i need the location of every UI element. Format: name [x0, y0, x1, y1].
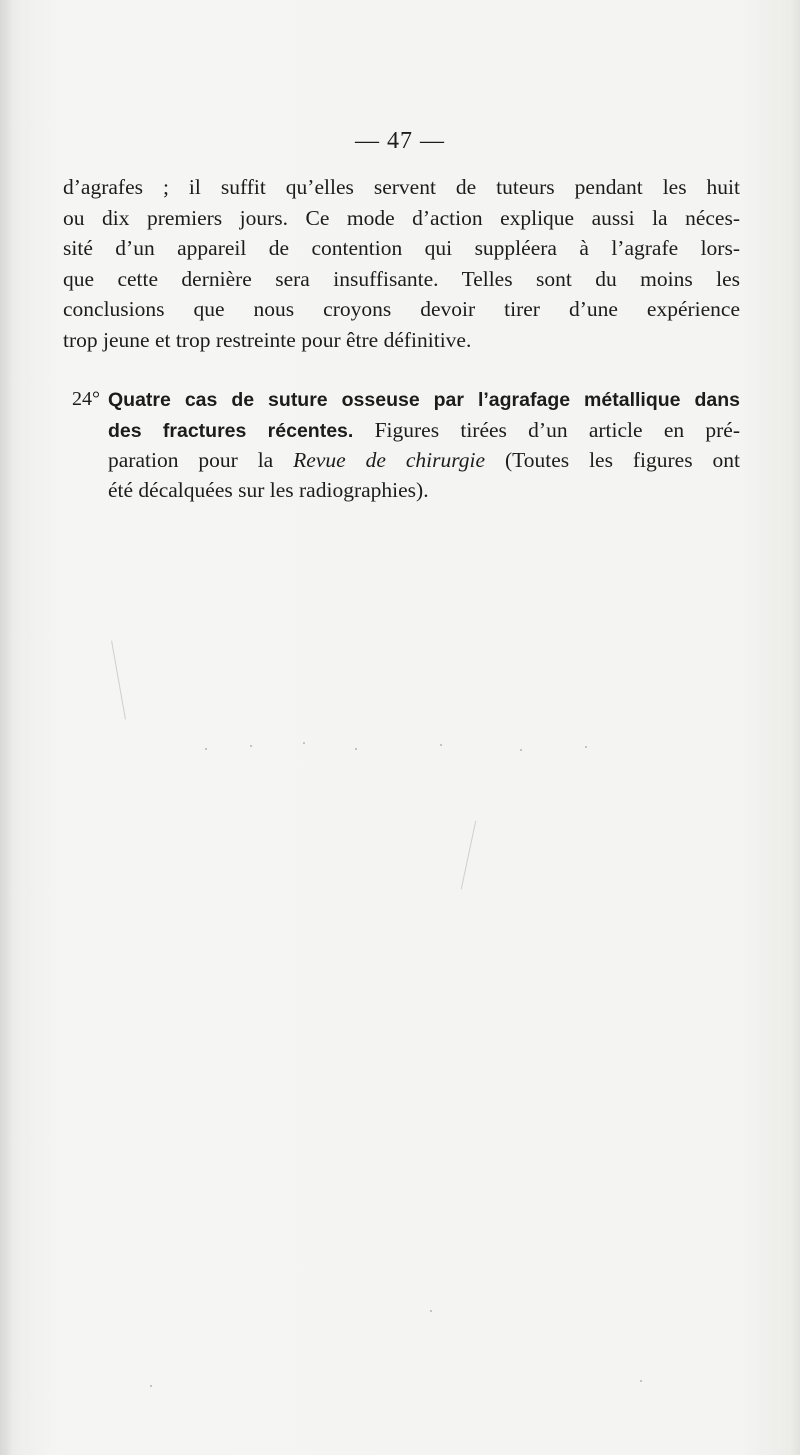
entry-title-part: Quatre cas de suture osseuse par l’agrafage métallique dans	[108, 389, 740, 411]
paragraph-line: que cette dernière sera insuffisante. Telles sont du moins les	[63, 266, 740, 291]
paper-speck	[205, 748, 207, 750]
entry-number: 24°	[72, 388, 100, 410]
entry-text: (Toutes les figures ont	[485, 448, 740, 472]
entry-line	[108, 446, 740, 476]
paper-speck	[150, 1385, 152, 1387]
page-edge-shadow	[0, 0, 12, 1455]
paper-speck	[440, 744, 442, 746]
entry-line	[108, 385, 740, 416]
paper-speck	[585, 746, 587, 748]
entry-line: été décalquées sur les radiographies).	[108, 477, 429, 502]
paper-scratch	[461, 821, 477, 890]
paper-speck	[640, 1380, 642, 1382]
paper-speck	[520, 749, 522, 751]
paragraph-line: d’agrafes ; il suffit qu’elles servent de tuteurs pendant les huit	[63, 175, 740, 199]
paper-speck	[430, 1310, 432, 1312]
paper-speck	[355, 748, 357, 750]
paragraph-line: sité d’un appareil de contention qui suppléera à l’agrafe lors-	[63, 236, 740, 260]
journal-title: Revue de chirurgie	[293, 448, 486, 472]
entry-line	[108, 416, 740, 447]
entry-text: paration pour la	[108, 448, 294, 472]
paragraph-line: conclusions que nous croyons devoir tirer d’une expérience	[63, 297, 740, 321]
paper-speck	[250, 745, 252, 747]
paragraph-line: ou dix premiers jours. Ce mode d’action explique aussi la néces-	[63, 205, 740, 230]
entry-title-part: des fractures récentes.	[108, 419, 354, 442]
body-paragraph	[63, 172, 740, 355]
paragraph-line: trop jeune et trop restreinte pour être définitive.	[63, 327, 472, 352]
paper-speck	[303, 742, 305, 744]
entry-text: Figures tirées d’un article en pré-	[353, 417, 740, 442]
entry-body	[108, 385, 740, 505]
page-number: — 47 —	[355, 128, 445, 154]
paper-scratch	[111, 641, 126, 720]
